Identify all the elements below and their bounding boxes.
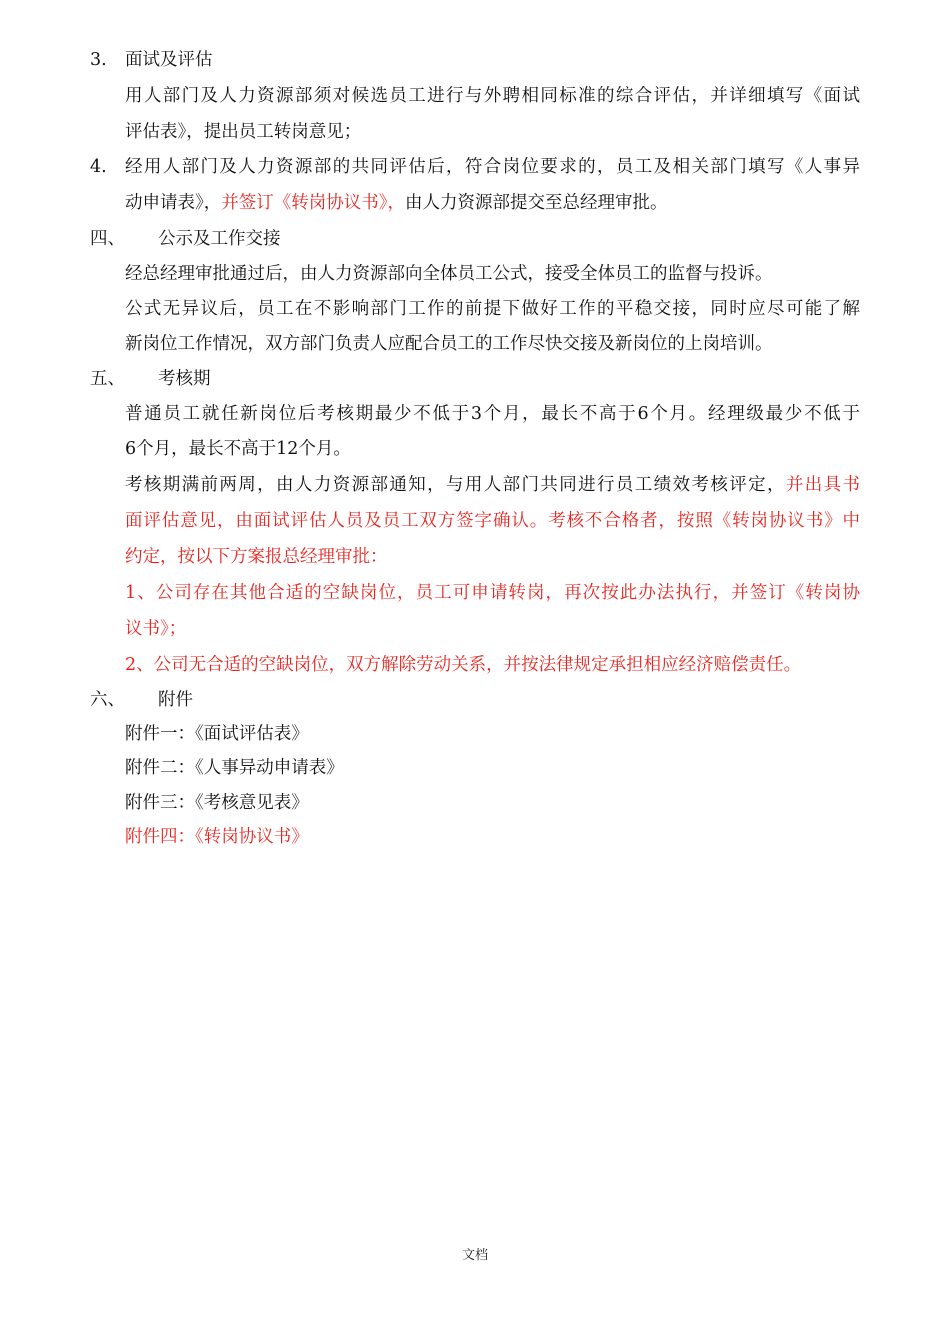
- item-4-line-2-c: 由人力资源部提交至总经理审批。: [405, 193, 668, 213]
- section-5-para-2-line-2: 面评估意见，由面试评估人员及员工双方签字确认。考核不合格者，按照《转岗协议书》中: [125, 511, 860, 531]
- attachment-2: 附件二：《人事异动申请表》: [125, 758, 344, 778]
- attachment-4: 附件四：《转岗协议书》: [125, 827, 309, 847]
- item-4-line-1: 经用人部门及人力资源部的共同评估后，符合岗位要求的，员工及相关部门填写《人事异: [125, 157, 860, 177]
- section-5-option-1-line-2: 议书》；: [125, 619, 187, 639]
- attachment-1: 附件一：《面试评估表》: [125, 724, 309, 744]
- item-3-line-2: 评估表》，提出员工转岗意见；: [125, 122, 362, 142]
- section-4-para-2-line-2: 新岗位工作情况，双方部门负责人应配合员工的工作尽快交接及新岗位的上岗培训。: [125, 334, 773, 354]
- attachment-3: 附件三：《考核意见表》: [125, 793, 309, 813]
- section-5-option-2: 2、公司无合适的空缺岗位，双方解除劳动关系，并按法律规定承担相应经济赔偿责任。: [125, 655, 802, 675]
- page-footer: 文档: [461, 1248, 488, 1263]
- section-4-para-1: 经总经理审批通过后，由人力资源部向全体员工公式，接受全体员工的监督与投诉。: [125, 264, 773, 284]
- section-5-option-1-line-1: 1、公司存在其他合适的空缺岗位，员工可申请转岗，再次按此办法执行，并签订《转岗协: [125, 583, 860, 603]
- section-6-number: 六、: [90, 690, 125, 710]
- item-3-title: 面试及评估: [125, 50, 213, 70]
- section-4-number: 四、: [90, 229, 125, 249]
- section-5-para-2-line-1: [125, 474, 860, 496]
- section-5-para-1-line-2: 6个月，最长不高于12个月。: [125, 439, 351, 459]
- section-4-title: 公示及工作交接: [158, 229, 281, 249]
- item-3-number: 3.: [90, 50, 107, 70]
- item-4-line-2: [125, 192, 668, 214]
- section-5-number: 五、: [90, 369, 125, 389]
- section-5-title: 考核期: [158, 369, 211, 389]
- section-5-para-2-line-3: 约定，按以下方案报总经理审批：: [125, 547, 388, 567]
- section-4-para-2-line-1: 公式无异议后，员工在不影响部门工作的前提下做好工作的平稳交接，同时应尽可能了解: [125, 299, 860, 319]
- item-4-line-2-highlight: 并签订《转岗协议书》，: [221, 193, 405, 213]
- item-4-line-2-a: 动申请表》，: [125, 193, 222, 213]
- section-5-para-1-line-1: 普通员工就任新岗位后考核期最少不低于3个月，最长不高于6个月。经理级最少不低于: [125, 404, 860, 424]
- section-5-para-2-line-1-a: 考核期满前两周，由人力资源部通知，与用人部门共同进行员工绩效考核评定，: [125, 475, 786, 495]
- item-4-number: 4.: [90, 157, 107, 177]
- section-6-title: 附件: [158, 690, 193, 710]
- item-3-line-1: 用人部门及人力资源部须对候选员工进行与外聘相同标准的综合评估，并详细填写《面试: [125, 86, 860, 106]
- section-5-para-2-line-1-highlight: 并出具书: [785, 475, 861, 495]
